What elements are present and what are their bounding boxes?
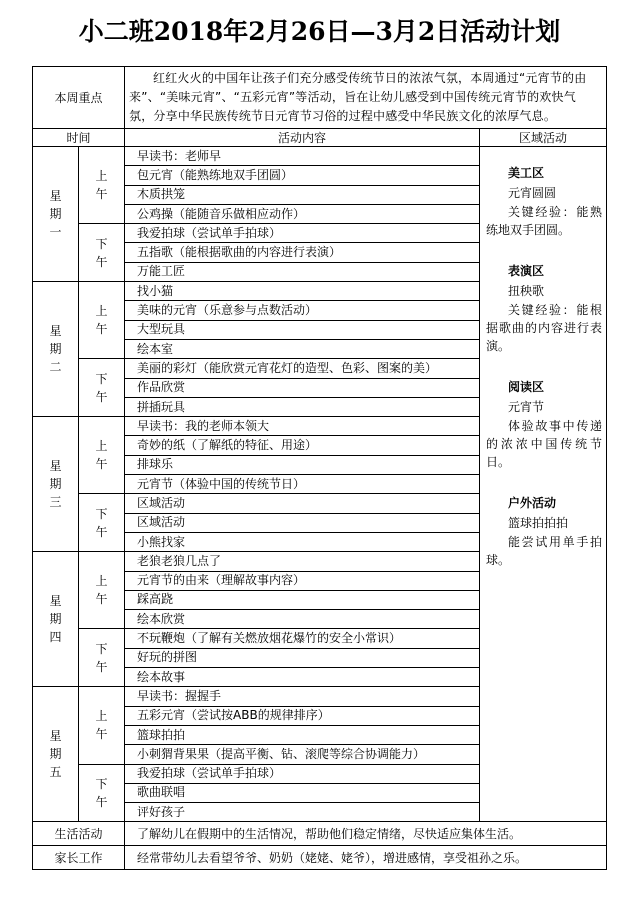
area-name: 户外活动 [508,496,557,510]
morning-label: 上午 [95,169,108,202]
activity-item: 小熊找家 [125,532,480,551]
day-cell [33,147,79,282]
morning-label: 上午 [95,709,108,742]
morning-cell [79,552,125,629]
day-cell [33,687,79,822]
activity-item: 早读书：握握手 [125,687,480,706]
activity-item: 绘本故事 [125,668,480,687]
activity-item: 歌曲联唱 [125,783,480,802]
area-description: 关键经验：能根据歌曲的内容进行表演。 [486,303,603,353]
area-block [486,165,602,239]
morning-cell [79,282,125,359]
activity-item: 踩高跷 [125,590,480,609]
activity-item: 老狼老狼几点了 [125,552,480,571]
afternoon-label: 下午 [95,371,108,404]
morning-label: 上午 [95,439,108,472]
activity-item: 篮球拍拍 [125,725,480,744]
activity-item: 拼插玩具 [125,397,480,416]
activity-item: 找小猫 [125,282,480,301]
morning-cell [79,417,125,494]
area-header: 区域活动 [480,129,607,147]
area-block [486,263,602,355]
activity-item: 绘本欣赏 [125,610,480,629]
activity-item: 包元宵（能熟练地双手团圆） [125,166,480,185]
day-label: 星期三 [49,459,62,510]
morning-cell [79,687,125,764]
morning-cell [79,147,125,224]
activity-item: 我爱拍球（尝试单手拍球） [125,224,480,243]
area-activities-cell [480,147,607,822]
area-block [486,495,602,569]
activity-item: 木质拱笼 [125,185,480,204]
life-row [33,822,607,846]
afternoon-cell [79,764,125,822]
afternoon-cell [79,359,125,417]
activity-item: 好玩的拼图 [125,648,480,667]
afternoon-cell [79,224,125,282]
parents-label: 家长工作 [33,846,125,870]
activity-item: 万能工匠 [125,262,480,281]
focus-row [33,67,607,129]
parents-row [33,846,607,870]
activity-item: 大型玩具 [125,320,480,339]
area-name: 美工区 [508,166,545,180]
activity-item: 早读书：我的老师本领大 [125,417,480,436]
area-description: 能尝试用单手拍球。 [486,535,603,567]
afternoon-cell [79,629,125,687]
focus-text: 红红火火的中国年让孩子们充分感受传统节日的浓浓气氛，本周通过“元宵节的由来”、“美味元宵”、“五彩元宵”等活动，旨在让幼儿感受到中国传统元宵节的欢快气氛，分享中华民族传统节日元宵节习俗的过程中感受中华民族文化的浓厚气息。 [125,67,607,129]
activity-item: 公鸡操（能随音乐做相应动作） [125,204,480,223]
parents-text: 经常带幼儿去看望爷爷、奶奶（姥姥、姥爷），增进感情，享受祖孙之乐。 [125,846,607,870]
plan-table [32,66,607,870]
day-label: 星期五 [49,729,62,780]
day-label: 星期四 [49,594,62,645]
afternoon-cell [79,494,125,552]
activity-item: 奇妙的纸（了解纸的特征、用途） [125,436,480,455]
day-label: 星期二 [49,324,62,375]
area-activity: 元宵圆圆 [508,186,557,200]
afternoon-label: 下午 [95,236,108,269]
page-title: 小二班2018年2月26日—3月2日活动计划 [78,17,561,46]
activity-item: 排球乐 [125,455,480,474]
focus-label: 本周重点 [33,67,125,129]
area-name: 阅读区 [508,380,545,394]
activity-row [33,147,607,166]
area-block [486,379,602,471]
area-description: 体验故事中传递的浓浓中国传统节日。 [486,419,603,469]
activity-item: 作品欣赏 [125,378,480,397]
activity-item: 元宵节（体验中国的传统节日） [125,475,480,494]
morning-label: 上午 [95,304,108,337]
morning-label: 上午 [95,574,108,607]
day-label: 星期一 [49,189,62,240]
day-cell [33,552,79,687]
content-header: 活动内容 [125,129,480,147]
time-header: 时间 [33,129,125,147]
activity-item: 美丽的彩灯（能欣赏元宵花灯的造型、色彩、图案的美） [125,359,480,378]
area-activity: 扭秧歌 [508,284,545,298]
activity-item: 区域活动 [125,513,480,532]
activity-item: 元宵节的由来（理解故事内容） [125,571,480,590]
activity-item: 我爱拍球（尝试单手拍球） [125,764,480,783]
life-text: 了解幼儿在假期中的生活情况，帮助他们稳定情绪，尽快适应集体生活。 [125,822,607,846]
activity-item: 评好孩子 [125,803,480,822]
activity-item: 小刺猬背果果（提高平衡、钻、滚爬等综合协调能力） [125,745,480,764]
activity-item: 美味的元宵（乐意参与点数活动） [125,301,480,320]
activity-item: 五指歌（能根据歌曲的内容进行表演） [125,243,480,262]
afternoon-label: 下午 [95,506,108,539]
area-activity: 篮球拍拍拍 [508,516,569,530]
day-cell [33,282,79,417]
area-name: 表演区 [508,264,545,278]
activity-item: 五彩元宵（尝试按ABB的规律排序） [125,706,480,725]
activity-item: 绘本室 [125,339,480,358]
area-description: 关键经验：能熟练地双手团圆。 [486,205,603,237]
activity-item: 区域活动 [125,494,480,513]
area-activity: 元宵节 [508,400,545,414]
life-label: 生活活动 [33,822,125,846]
day-cell [33,417,79,552]
afternoon-label: 下午 [95,776,108,809]
afternoon-label: 下午 [95,641,108,674]
header-row [33,129,607,147]
activity-item: 不玩鞭炮（了解有关燃放烟花爆竹的安全小常识） [125,629,480,648]
activity-item: 早读书：老师早 [125,147,480,166]
